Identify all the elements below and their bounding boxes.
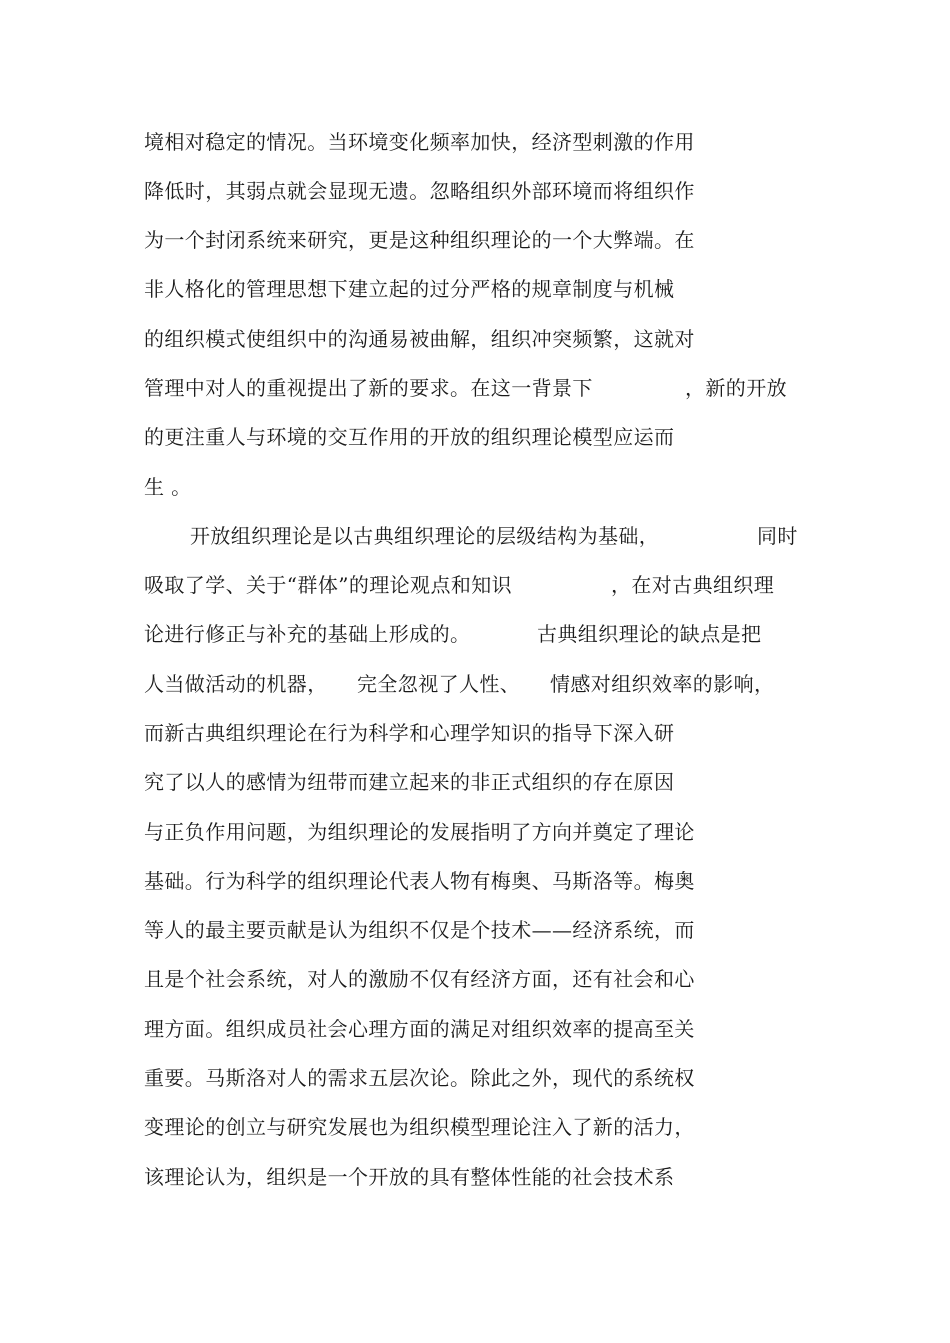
text-line: 境相对稳定的情况。当环境变化频率加快，经济型刺激的作用 bbox=[144, 130, 695, 154]
text-line: 重要。马斯洛对人的需求五层次论。除此之外，现代的系统权 bbox=[144, 1066, 695, 1090]
text-line: 非人格化的管理思想下建立起的过分严格的规章制度与机械 bbox=[144, 277, 675, 301]
text-line-fragment: ，在对古典组织理 bbox=[611, 573, 775, 597]
text-line: 管理中对人的重视提出了新的要求。在这一背景下 bbox=[144, 376, 593, 400]
text-line: 论进行修正与补充的基础上形成的。 bbox=[144, 622, 471, 646]
text-line-fragment: 情感对组织效率的影响， bbox=[550, 672, 775, 696]
text-line: 为一个封闭系统来研究，更是这种组织理论的一个大弊端。在 bbox=[144, 228, 695, 252]
text-line: 的更注重人与环境的交互作用的开放的组织理论模型应运而 bbox=[144, 425, 675, 449]
text-line-fragment: ，新的开放 bbox=[685, 376, 787, 400]
text-line: 的组织模式使组织中的沟通易被曲解，组织冲突频繁，这就对 bbox=[144, 327, 695, 351]
text-line-fragment: 同时 bbox=[757, 524, 798, 548]
text-line: 生 。 bbox=[144, 475, 192, 499]
text-line: 而新古典组织理论在行为科学和心理学知识的指导下深入研 bbox=[144, 721, 675, 745]
text-line: 与正负作用问题，为组织理论的发展指明了方向并奠定了理论 bbox=[144, 820, 695, 844]
text-line: 理方面。组织成员社会心理方面的满足对组织效率的提高至关 bbox=[144, 1017, 695, 1041]
text-line: 人当做活动的机器， bbox=[144, 672, 328, 696]
text-line: 等人的最主要贡献是认为组织不仅是个技术——经济系统，而 bbox=[144, 918, 695, 942]
text-line: 且是个社会系统，对人的激励不仅有经济方面，还有社会和心 bbox=[144, 967, 695, 991]
text-line: 吸取了学、关于“群体”的理论观点和知识 bbox=[144, 573, 513, 597]
text-line: 变理论的创立与研究发展也为组织模型理论注入了新的活力， bbox=[144, 1115, 695, 1139]
text-line: 开放组织理论是以古典组织理论的层级结构为基础， bbox=[190, 524, 660, 548]
text-line: 该理论认为，组织是一个开放的具有整体性能的社会技术系 bbox=[144, 1165, 675, 1189]
text-line-fragment: 古典组织理论的缺点是把 bbox=[537, 622, 762, 646]
text-line-fragment: 完全忽视了人性、 bbox=[357, 672, 521, 696]
text-line: 降低时，其弱点就会显现无遗。忽略组织外部环境而将组织作 bbox=[144, 179, 695, 203]
text-line: 基础。行为科学的组织理论代表人物有梅奥、马斯洛等。梅奥 bbox=[144, 869, 695, 893]
text-line: 究了以人的感情为纽带而建立起来的非正式组织的存在原因 bbox=[144, 770, 675, 794]
